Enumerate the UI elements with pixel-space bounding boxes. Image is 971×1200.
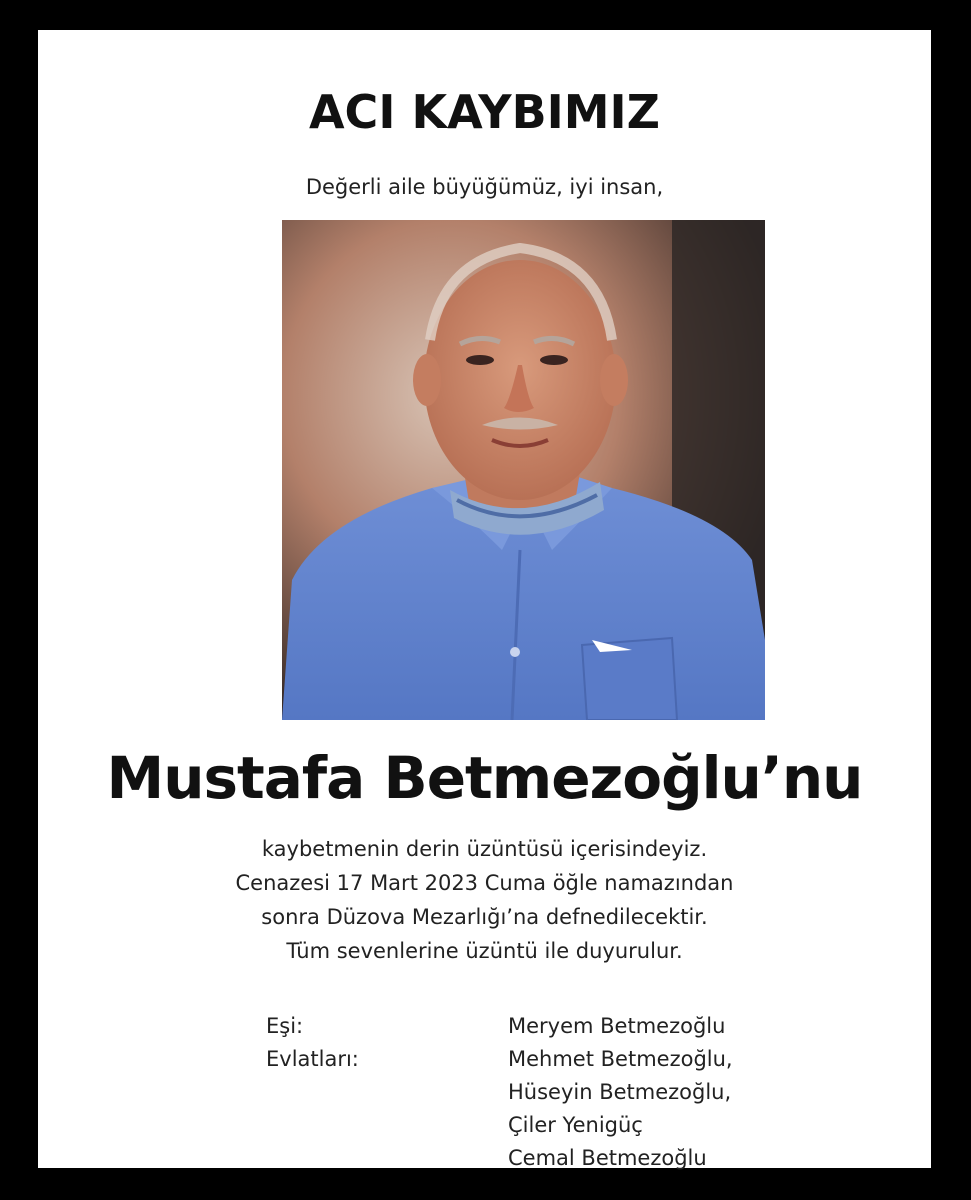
deceased-name: Mustafa Betmezoğlu’nu	[106, 744, 863, 812]
spouse-name: Meryem Betmezoğlu	[508, 1014, 726, 1038]
child-name: Çiler Yenigüç	[508, 1113, 643, 1137]
child-name: Hüseyin Betmezoğlu,	[508, 1080, 732, 1104]
family-list	[266, 1010, 826, 1175]
children-row	[266, 1043, 826, 1076]
children-row	[266, 1076, 826, 1109]
children-row	[266, 1109, 826, 1142]
spouse-row	[266, 1010, 826, 1043]
obituary-card	[38, 30, 931, 1168]
child-name: Mehmet Betmezoğlu,	[508, 1047, 733, 1071]
children-row	[266, 1142, 826, 1175]
message-line: sonra Düzova Mezarlığı’na defnedilecektir.	[261, 905, 708, 929]
message-line: Cenazesi 17 Mart 2023 Cuma öğle namazından	[235, 871, 734, 895]
message-block	[38, 832, 931, 968]
message-line: kaybetmenin derin üzüntüsü içerisindeyiz.	[261, 837, 708, 861]
portrait-photo	[282, 220, 765, 720]
notice-heading: ACI KAYBIMIZ	[308, 85, 661, 139]
children-label: Evlatları:	[266, 1047, 359, 1071]
child-name: Cemal Betmezoğlu	[508, 1146, 707, 1170]
message-line: Tüm sevenlerine üzüntü ile duyurulur.	[286, 939, 683, 963]
intro-text: Değerli aile büyüğümüz, iyi insan,	[305, 175, 664, 199]
spouse-label: Eşi:	[266, 1014, 304, 1038]
portrait-illustration	[282, 220, 765, 720]
